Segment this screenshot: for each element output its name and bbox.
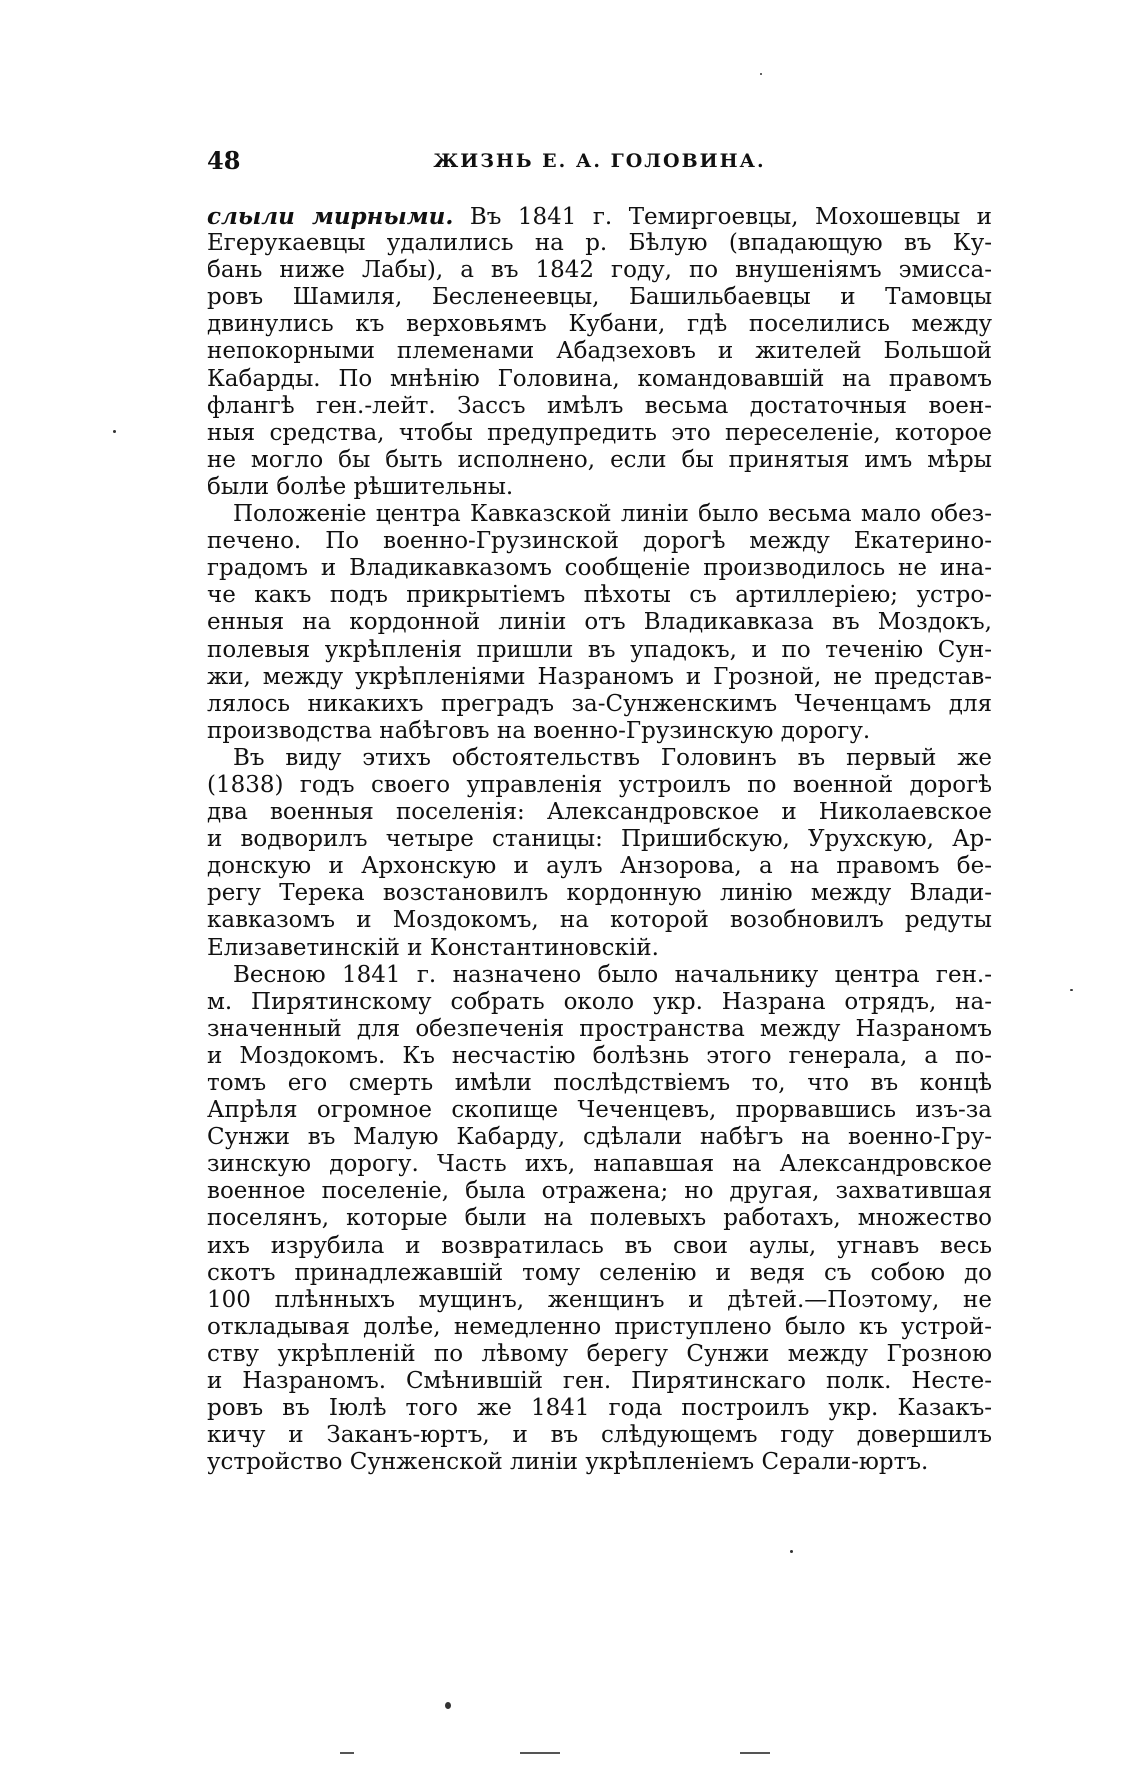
text-line: ровъ въ Іюлѣ того же 1841 года построилъ укр. Казакъ- [207, 1395, 992, 1422]
text-line: Весною 1841 г. назначено было начальнику центра ген.- [233, 961, 992, 988]
text-line: ныя средства, чтобы предупредить это переселеніе, которое [207, 419, 992, 446]
text-line: и Моздокомъ. Къ несчастію болѣзнь этого генерала, а по- [207, 1042, 992, 1069]
running-title: ЖИЗНЬ Е. А. ГОЛОВИНА. [433, 150, 766, 172]
text-line: Сунжи въ Малую Кабарду, сдѣлали набѣгъ на военно-Гру- [207, 1124, 992, 1151]
text-line: кавказомъ и Моздокомъ, на которой возобновилъ редуты [207, 907, 992, 934]
text-line: градомъ и Владикавказомъ сообщеніе производилось не ина- [207, 555, 992, 582]
text-line: полевыя укрѣпленія пришли въ упадокъ, и по теченію Сун- [207, 636, 992, 663]
text-line: томъ его смерть имѣли послѣдствіемъ то, что въ концѣ [207, 1070, 992, 1096]
text-line: кичу и Заканъ-юртъ, и въ слѣдующемъ году довершилъ [207, 1422, 992, 1449]
body-text [207, 203, 992, 1476]
page-header [207, 146, 992, 178]
bottom-edge-mark [740, 1752, 770, 1754]
bottom-edge-mark [520, 1752, 560, 1754]
text-line: флангѣ ген.-лейт. Зассъ имѣлъ весьма достаточныя воен- [207, 392, 992, 419]
text-line: Егерукаевцы удалились на р. Бѣлую (впадающую въ Ку- [207, 230, 992, 257]
line-text: Въ 1841 г. Темиргоевцы, Мохошевцы и [453, 204, 992, 230]
text-line: непокорными племенами Абадзеховъ и жителей Большой [207, 338, 992, 365]
text-line: Кабарды. По мнѣнію Головина, командовавшій на правомъ [207, 365, 992, 392]
text-line: устройство Сунженской линіи укрѣпленіемъ Серали-юртъ. [207, 1449, 929, 1476]
text-line: енныя на кордонной линіи отъ Владикавказа въ Моздокъ, [207, 609, 992, 636]
margin-speck [790, 1550, 793, 1553]
text-line: (1838) годъ своего управленія устроилъ по военной дорогѣ [207, 771, 992, 798]
text-line: производства набѣговъ на военно-Грузинскую дорогу. [207, 717, 871, 744]
margin-speck [1070, 989, 1073, 991]
text-line: Елизаветинскій и Константиновскій. [207, 934, 659, 961]
text-line: 100 плѣнныхъ мущинъ, женщинъ и дѣтей.—Поэтому, не [207, 1286, 992, 1313]
italic-phrase: слыли мирными. [207, 203, 454, 230]
text-line: печено. По военно-Грузинской дорогѣ между Екатерино- [207, 528, 992, 555]
text-line: жи, между укрѣпленіями Назраномъ и Грозной, не представ- [207, 663, 992, 690]
text-line [207, 203, 992, 230]
margin-speck [113, 430, 116, 433]
text-line: были болѣе рѣшительны. [207, 473, 514, 500]
text-line: ровъ Шамиля, Бесленеевцы, Башильбаевцы и Тамовцы [207, 284, 992, 311]
text-line: зинскую дорогу. Часть ихъ, напавшая на Александровское [207, 1151, 992, 1178]
text-line: два военныя поселенія: Александровское и Николаевское [207, 799, 992, 826]
text-line: и водворилъ четыре станицы: Пришибскую, Урухскую, Ар- [207, 826, 992, 853]
text-line: ихъ изрубила и возвратилась въ свои аулы, угнавъ весь [207, 1232, 992, 1259]
bottom-edge-mark [340, 1752, 354, 1754]
text-line: двинулись къ верховьямъ Кубани, гдѣ поселились между [207, 311, 992, 338]
text-line: регу Терека возстановилъ кордонную линію между Влади- [207, 880, 992, 907]
margin-speck [760, 73, 762, 75]
text-line: Апрѣля огромное скопище Чеченцевъ, прорвавшись изъ-за [207, 1097, 992, 1124]
text-line: поселянъ, которые были на полевыхъ работахъ, множество [207, 1205, 992, 1232]
margin-speck [445, 1702, 451, 1709]
text-line: ству укрѣпленій по лѣвому берегу Сунжи между Грозною [207, 1340, 992, 1367]
text-line: значенный для обезпеченія пространства между Назраномъ [207, 1015, 992, 1042]
text-line: скотъ принадлежавшій тому селенію и ведя съ собою до [207, 1259, 992, 1286]
text-line: не могло бы быть исполнено, если бы принятыя имъ мѣры [207, 446, 992, 473]
text-line: и Назраномъ. Смѣнившій ген. Пирятинскаго полк. Несте- [207, 1368, 992, 1395]
text-line: че какъ подъ прикрытіемъ пѣхоты съ артиллеріею; устро- [207, 582, 992, 609]
text-line: м. Пирятинскому собрать около укр. Назрана отрядъ, на- [207, 988, 992, 1015]
text-line: лялось никакихъ преградъ за-Сунженскимъ Чеченцамъ для [207, 690, 992, 717]
text-line: военное поселеніе, была отражена; но другая, захватившая [207, 1178, 992, 1205]
text-line: Положеніе центра Кавказской линіи было весьма мало обез- [233, 501, 992, 528]
text-line: донскую и Архонскую и аулъ Анзорова, а на правомъ бе- [207, 853, 992, 880]
page-number: 48 [207, 146, 241, 175]
text-line: Въ виду этихъ обстоятельствъ Головинъ въ первый же [233, 744, 992, 771]
text-line: бань ниже Лабы), а въ 1842 году, по внушеніямъ эмисса- [207, 257, 992, 284]
text-line: откладывая долѣе, немедленно приступлено было къ устрой- [207, 1313, 992, 1340]
